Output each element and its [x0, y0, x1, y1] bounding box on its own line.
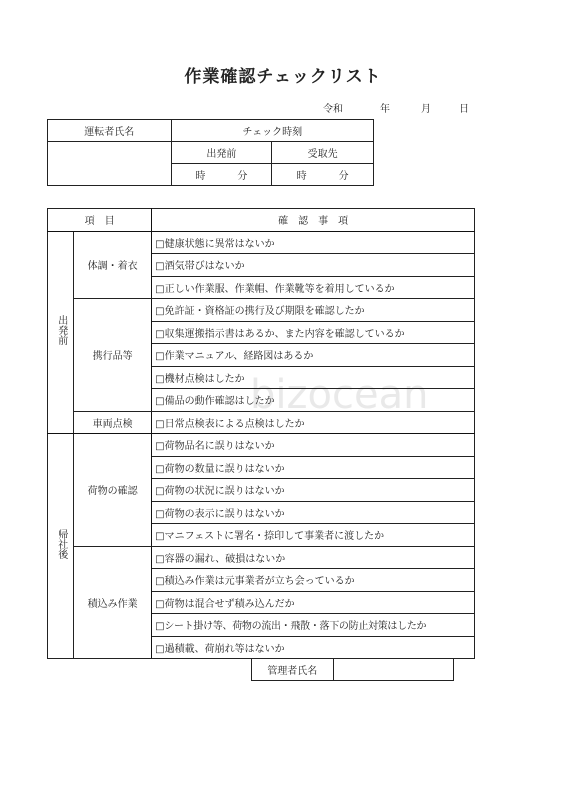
- check-item[interactable]: □荷物の状況に誤りはないか: [152, 479, 475, 502]
- hour-label: 時: [195, 171, 206, 182]
- table-row[interactable]: [48, 231, 475, 254]
- driver-info-table: [47, 119, 374, 186]
- check-item[interactable]: □荷物の表示に誤りはないか: [152, 501, 475, 524]
- driver-name-field[interactable]: [48, 142, 172, 186]
- departure-label: 出発前: [171, 142, 272, 164]
- check-item[interactable]: □正しい作業服、作業帽、作業靴等を着用しているか: [152, 276, 475, 299]
- check-item[interactable]: □積込み作業は元事業者が立ち会っているか: [152, 569, 475, 592]
- group-label: 車両点検: [74, 411, 152, 434]
- table-row[interactable]: [48, 434, 475, 457]
- group-label: 体調・着衣: [74, 231, 152, 299]
- manager-signature-table: [251, 658, 454, 681]
- page-title: 作業確認チェックリスト: [184, 67, 382, 87]
- date-era: 令和: [323, 104, 343, 115]
- section-label: 出発前: [48, 231, 74, 434]
- check-item[interactable]: □マニフェストに署名・捺印して事業者に渡したか: [152, 524, 475, 547]
- check-item[interactable]: □健康状態に異常はないか: [152, 231, 475, 254]
- departure-time-field[interactable]: [171, 164, 272, 186]
- check-item[interactable]: □容器の漏れ、破損はないか: [152, 546, 475, 569]
- group-label: 荷物の確認: [74, 434, 152, 547]
- date-day: 日: [459, 104, 469, 115]
- receiver-label: 受取先: [272, 142, 374, 164]
- group-label: 携行品等: [74, 299, 152, 412]
- table-row[interactable]: [48, 546, 475, 569]
- table-row[interactable]: [48, 299, 475, 322]
- check-item[interactable]: □日常点検表による点検はしたか: [152, 411, 475, 434]
- manager-name-label: 管理者氏名: [252, 659, 334, 681]
- check-item[interactable]: □過積載、荷崩れ等はないか: [152, 636, 475, 659]
- check-time-label: チェック時刻: [171, 120, 373, 142]
- check-item[interactable]: □作業マニュアル、経路図はあるか: [152, 344, 475, 367]
- col-item-header: 項 目: [48, 209, 152, 232]
- date-month: 月: [421, 104, 431, 115]
- check-item[interactable]: □酒気帯びはないか: [152, 254, 475, 277]
- checklist-table: [47, 208, 475, 659]
- check-item[interactable]: □荷物の数量に誤りはないか: [152, 456, 475, 479]
- watermark: bizocean: [250, 372, 429, 418]
- col-check-header: 確 認 事 項: [152, 209, 475, 232]
- date-year: 年: [380, 104, 390, 115]
- section-label: 帰社後: [48, 434, 74, 659]
- manager-name-field[interactable]: [333, 659, 453, 681]
- check-item[interactable]: □備品の動作確認はしたか: [152, 389, 475, 412]
- check-item[interactable]: □免許証・資格証の携行及び期限を確認したか: [152, 299, 475, 322]
- minute-label: 分: [237, 171, 248, 182]
- minute-label: 分: [338, 171, 349, 182]
- receiver-time-field[interactable]: [272, 164, 374, 186]
- driver-name-label: 運転者氏名: [48, 120, 172, 142]
- check-item[interactable]: □シート掛け等、荷物の流出・飛散・落下の防止対策はしたか: [152, 614, 475, 637]
- check-item[interactable]: □荷物品名に誤りはないか: [152, 434, 475, 457]
- check-item[interactable]: □収集運搬指示書はあるか、また内容を確認しているか: [152, 321, 475, 344]
- check-item[interactable]: □荷物は混合せず積み込んだか: [152, 591, 475, 614]
- table-row[interactable]: [48, 411, 475, 434]
- hour-label: 時: [296, 171, 307, 182]
- group-label: 積込み作業: [74, 546, 152, 659]
- check-item[interactable]: □機材点検はしたか: [152, 366, 475, 389]
